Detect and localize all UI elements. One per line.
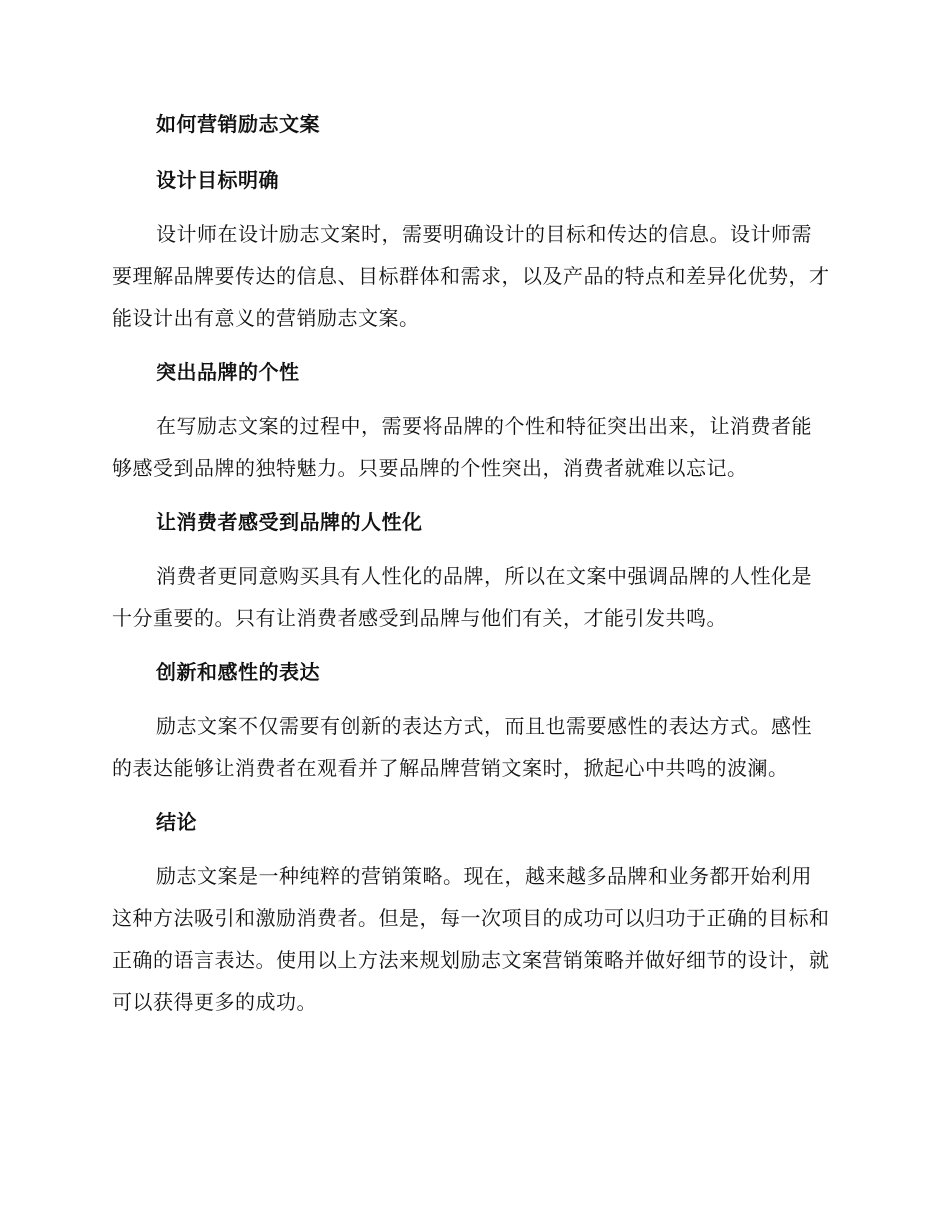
section-heading-expression: 创新和感性的表达 — [156, 660, 320, 684]
document-page — [112, 103, 832, 1035]
section-heading-personality: 突出品牌的个性 — [156, 360, 300, 384]
section-heading-conclusion: 结论 — [156, 810, 197, 834]
section-body-expression: 励志文案不仅需要有创新的表达方式，而且也需要感性的表达方式。感性的表达能够让消费者在观看并了解品牌营销文案时，掀起心中共鸣的波澜。 — [112, 714, 812, 780]
document-title: 如何营销励志文案 — [156, 112, 320, 136]
section-heading-humanization: 让消费者感受到品牌的人性化 — [156, 510, 423, 534]
section-body-goal: 设计师在设计励志文案时，需要明确设计的目标和传达的信息。设计师需要理解品牌要传达的信息、目标群体和需求，以及产品的特点和差异化优势，才能设计出有意义的营销励志文案。 — [112, 222, 830, 330]
section-body-conclusion: 励志文案是一种纯粹的营销策略。现在，越来越多品牌和业务都开始利用这种方法吸引和激励消费者。但是，每一次项目的成功可以归功于正确的目标和正确的语言表达。使用以上方法来规划励志文案营销策略并做好细节的设计，就可以获得更多的成功。 — [112, 864, 830, 1014]
section-body-humanization: 消费者更同意购买具有人性化的品牌，所以在文案中强调品牌的人性化是十分重要的。只有让消费者感受到品牌与他们有关，才能引发共鸣。 — [112, 564, 812, 630]
section-body-personality: 在写励志文案的过程中，需要将品牌的个性和特征突出出来，让消费者能够感受到品牌的独特魅力。只要品牌的个性突出，消费者就难以忘记。 — [112, 414, 812, 480]
section-heading-goal: 设计目标明确 — [156, 168, 279, 192]
